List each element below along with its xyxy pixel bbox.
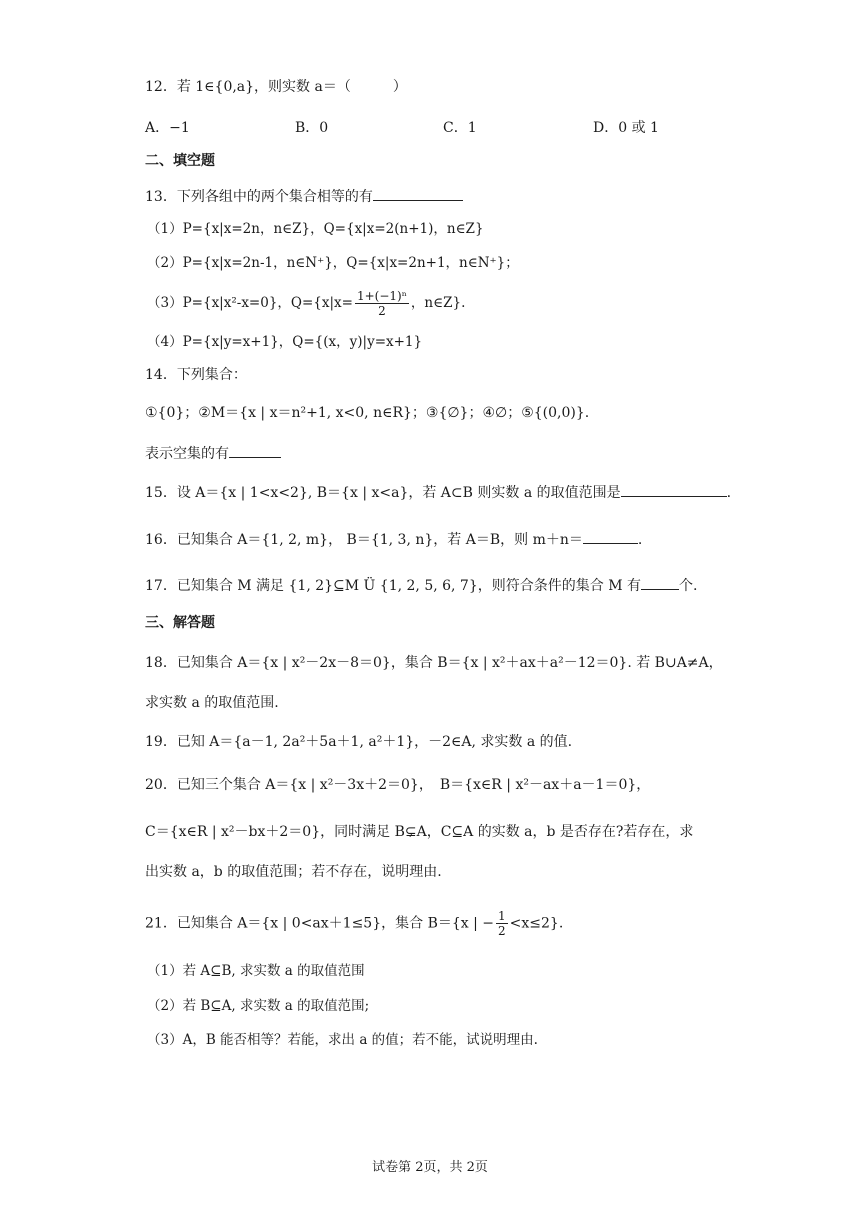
q14-prompt-text: 表示空集的有 — [145, 446, 229, 462]
q18-line-2: 求实数 a 的取值范围. — [145, 695, 279, 711]
q13-item-3 — [147, 289, 465, 318]
q14-answer-blank — [229, 443, 281, 458]
q21-stem-tail: <x≤2}. — [509, 915, 564, 932]
q16-tail: . — [637, 532, 643, 548]
q12-stem: 12．若 1∈{0,a}，则实数 a＝（ ） — [145, 79, 407, 95]
q15-stem-text: 15．设 A＝{x | 1<x<2}, B＝{x | x<a}，若 A⊂B 则实数 a 的取值范围是 — [145, 485, 621, 501]
q13-item-4: （4）P={x|y=x+1}，Q={(x，y)|y=x+1} — [147, 334, 423, 350]
q16-answer-blank — [583, 529, 638, 544]
q20-line-2: C＝{x∈R | x²－bx＋2＝0}，同时满足 B⊊A，C⊆A 的实数 a，b 是否存在?若存在，求 — [145, 824, 694, 840]
q14-list: ①{0}；②M＝{x | x＝n²+1, x<0, n∈R}；③{∅}；④∅；⑤{(0,0)}. — [145, 405, 590, 421]
q12-option-c: C．1 — [443, 120, 477, 136]
q19-line-1: 19．已知 A＝{a－1, 2a²＋5a＋1, a²＋1}，－2∈A, 求实数 a 的值. — [145, 734, 573, 750]
q15-stem — [145, 482, 731, 503]
q21-stem — [145, 909, 563, 938]
section-fill-in-heading: 二、填空题 — [145, 153, 215, 169]
q13-item-3-tail: ，n∈Z}. — [410, 295, 466, 311]
q13-item-3-fraction — [355, 289, 409, 318]
q15-answer-blank — [621, 482, 727, 497]
q17-stem-text: 17．已知集合 M 满足 {1, 2}⊆M Ü {1, 2, 5, 6, 7}，则符合条件的集合 M 有 — [145, 578, 641, 594]
q17-answer-blank — [641, 575, 679, 590]
q12-option-d: D．0 或 1 — [593, 120, 659, 136]
q13-stem — [145, 186, 463, 207]
q21-item-2: （2）若 B⊆A, 求实数 a 的取值范围; — [147, 998, 370, 1014]
q13-item-2: （2）P={x|x=2n-1，n∈N⁺}，Q={x|x=2n+1，n∈N⁺}； — [147, 255, 519, 271]
q13-answer-blank — [373, 186, 463, 201]
q13-stem-text: 13．下列各组中的两个集合相等的有 — [145, 189, 373, 205]
q12-option-b: B．0 — [295, 120, 329, 136]
q14-stem: 14．下列集合： — [145, 367, 247, 383]
fraction-denominator: 2 — [498, 924, 506, 938]
q13-item-1: （1）P={x|x=2n，n∈Z}，Q={x|x=2(n+1)，n∈Z} — [147, 221, 484, 237]
q15-tail: . — [726, 485, 732, 501]
q18-line-1: 18．已知集合 A＝{x | x²－2x－8＝0}，集合 B＝{x | x²＋ax＋a²－12＝0}. 若 B∪A≠A， — [145, 655, 723, 671]
fraction-denominator: 2 — [378, 304, 386, 318]
q21-fraction — [496, 909, 508, 938]
q16-stem — [145, 529, 642, 550]
fraction-numerator: 1 — [498, 909, 506, 923]
q14-prompt — [145, 443, 281, 464]
q17-tail: 个. — [678, 578, 698, 594]
q21-stem-text: 21．已知集合 A＝{x | 0<ax＋1≤5}，集合 B＝{x | − — [145, 915, 495, 932]
q12-option-a: A．−1 — [145, 120, 190, 136]
q21-item-1: （1）若 A⊆B, 求实数 a 的取值范围 — [147, 963, 365, 979]
page-footer: 试卷第 2页，共 2页 — [372, 1160, 488, 1175]
fraction-numerator: 1+(−1)ⁿ — [356, 289, 407, 303]
q16-stem-text: 16．已知集合 A＝{1, 2, m}， B＝{1, 3, n}，若 A＝B，则 m＋n＝ — [145, 532, 583, 548]
q17-stem — [145, 575, 697, 596]
section-solution-heading: 三、解答题 — [145, 615, 215, 631]
q21-item-3: （3）A，B 能否相等？若能，求出 a 的值；若不能，试说明理由. — [147, 1032, 538, 1048]
q20-line-1: 20．已知三个集合 A＝{x | x²－3x＋2＝0}， B＝{x∈R | x²－ax＋a－1＝0}， — [145, 777, 651, 793]
q20-line-3: 出实数 a，b 的取值范围；若不存在，说明理由. — [145, 864, 442, 880]
q13-item-3-text: （3）P={x|x²-x=0}，Q={x|x= — [147, 295, 353, 311]
